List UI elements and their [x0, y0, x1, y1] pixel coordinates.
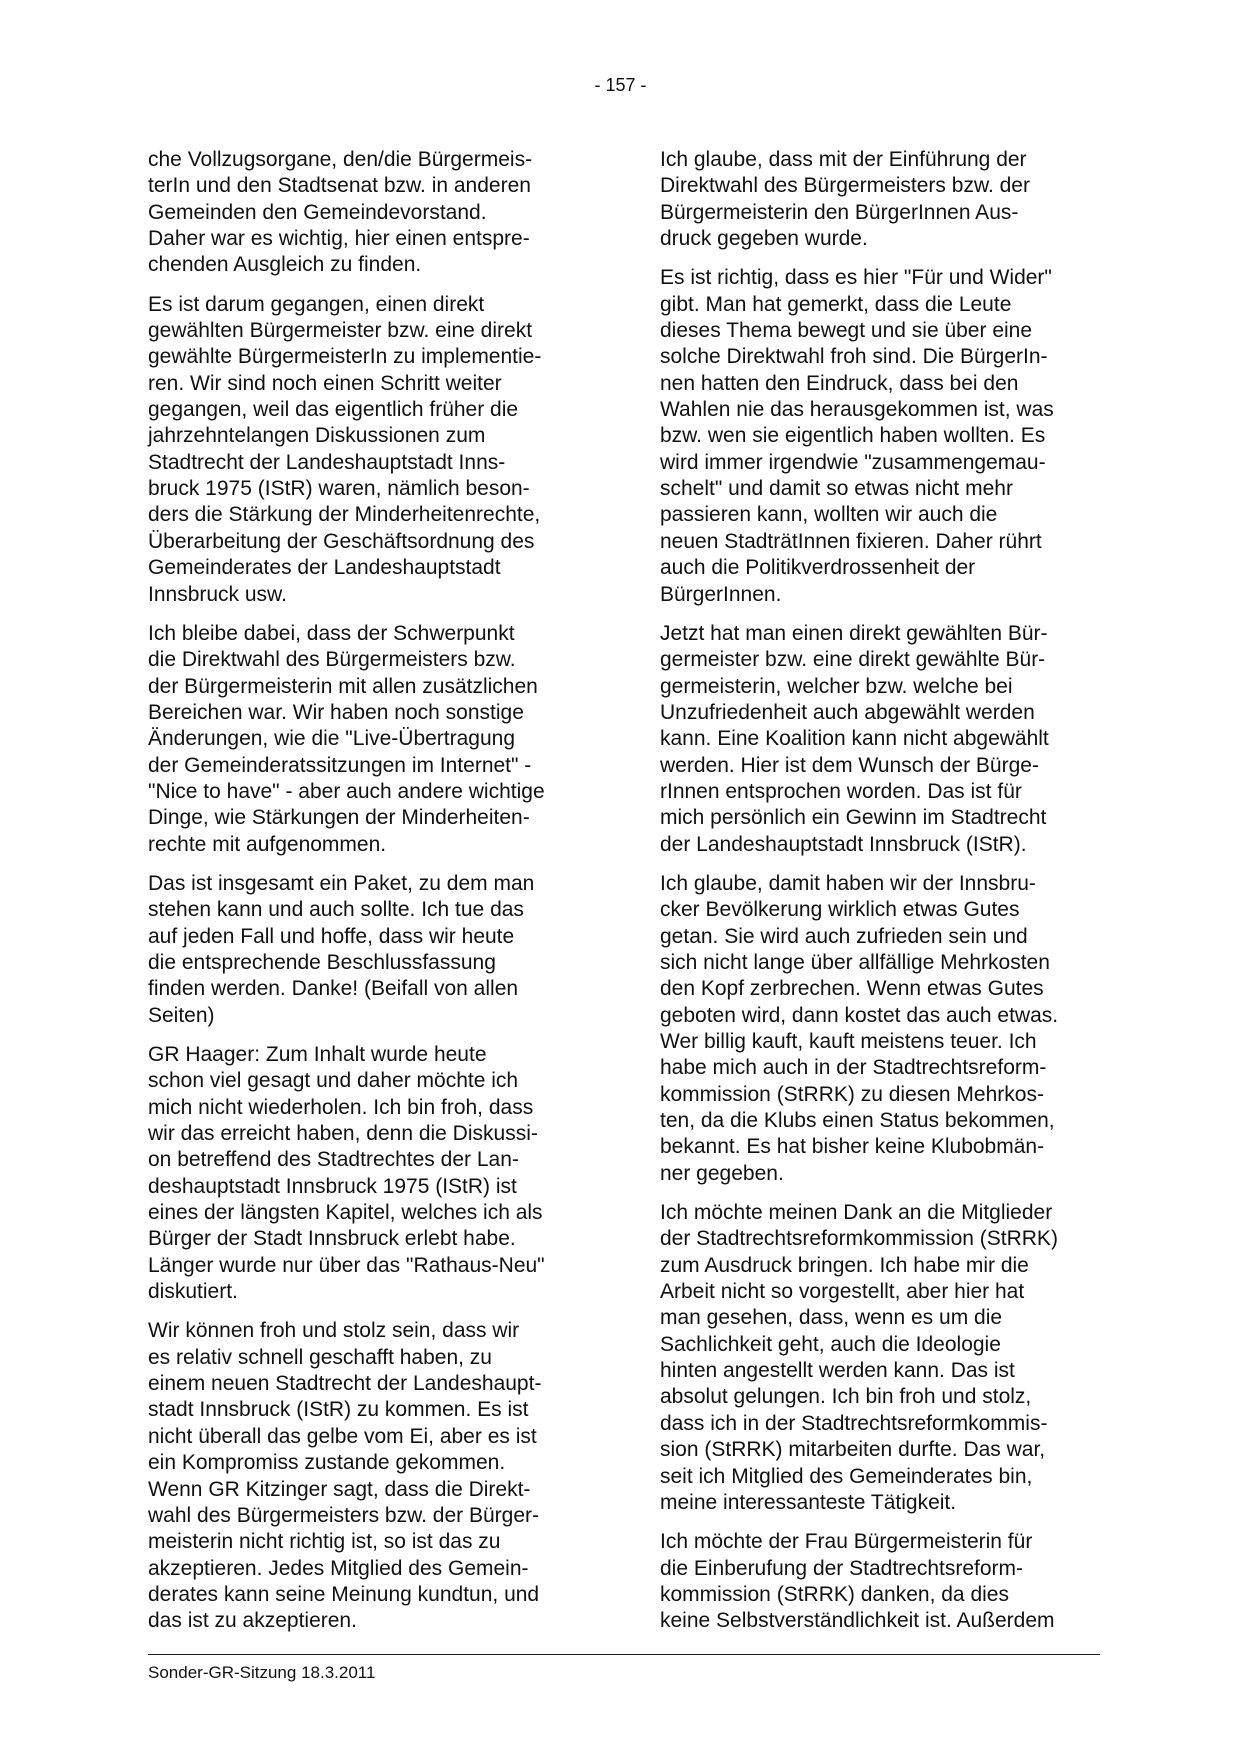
left-column — [148, 147, 588, 1648]
footer-divider — [148, 1654, 1100, 1655]
page-number: - 157 - — [594, 75, 647, 95]
paragraph: Ich glaube, damit haben wir der Innsbru- cker Bevölkerung wirklich etwas Gutes getan. Sie wird auch zufrieden sein und sich nicht lange über allfällige Mehrkosten den Kopf zerbrechen. Wenn etwas Gutes geboten wird, dann kostet das auch etwas. Wer billig kauft, kauft meistens teuer. Ich habe mich auch in der Stadtrechtsreform- kommission (StRRK) zu diesen Mehrkos- ten, da die Klubs einen Status bekommen, bekannt. Es hat bisher keine Klubobmän- ner gegeben. — [660, 871, 1059, 1185]
paragraph: GR Haager: Zum Inhalt wurde heute schon viel gesagt und daher möchte ich mich nicht wiederholen. Ich bin froh, dass wir das erreicht haben, denn die Diskussi- on betreffend des Stadtrechtes der Lan- deshauptstadt Innsbruck 1975 (IStR) ist eines der längsten Kapitel, welches ich als Bürger der Stadt Innsbruck erlebt habe. Länger wurde nur über das "Rathaus-Neu" diskutiert. — [148, 1043, 545, 1304]
footer-text: Sonder-GR-Sitzung 18.3.2011 — [148, 1663, 376, 1682]
paragraph: Das ist insgesamt ein Paket, zu dem man stehen kann und auch sollte. Ich tue das auf jeden Fall und hoffe, dass wir heute die entsprechende Beschlussfassung finden werden. Danke! (Beifall von allen Seiten) — [148, 871, 535, 1027]
paragraph: Es ist richtig, dass es hier "Für und Wider" gibt. Man hat gemerkt, dass die Leute dieses Thema bewegt und sie über eine solche Direktwahl froh sind. Die BürgerIn- nen hatten den Eindruck, dass bei den Wahlen nie das herausgekommen ist, was bzw. wen sie eigentlich haben wollten. Es wird immer irgendwie "zusammengemau- schelt" und damit so etwas nicht mehr passieren kann, wollten wir auch die neuen StadträtInnen fixieren. Daher rührt auch die Politikverdrossenheit der BürgerInnen. — [660, 266, 1054, 606]
paragraph: Ich bleibe dabei, dass der Schwerpunkt die Direktwahl des Bürgermeisters bzw. der Bürgermeisterin mit allen zusätzlichen Bereichen war. Wir haben noch sonstige Änderungen, wie die "Live-Übertragung der Gemeinderatssitzungen im Internet" - "Nice to have" - aber auch andere wichtige Dinge, wie Stärkungen der Minderheiten- rechte mit aufgenommen. — [148, 621, 545, 856]
paragraph: Ich möchte der Frau Bürgermeisterin für die Einberufung der Stadtrechtsreform- kommission (StRRK) danken, da dies keine Selbstverständlichkeit ist. Außerdem — [660, 1530, 1055, 1633]
paragraph: che Vollzugsorgane, den/die Bürgermeis- terIn und den Stadtsenat bzw. in anderen Gemeinden den Gemeindevorstand. Daher war es wichtig, hier einen entspre- chenden Ausgleich zu finden. — [148, 148, 533, 277]
paragraph: Es ist darum gegangen, einen direkt gewählten Bürgermeister bzw. eine direkt gewählte BürgermeisterIn zu implementie- ren. Wir sind noch einen Schritt weiter gegangen, weil das eigentlich früher die jahrzehntelangen Diskussionen zum Stadtrecht der Landeshauptstadt Inns- bruck 1975 (IStR) waren, nämlich beson- ders die Stärkung der Minderheitenrechte, Überarbeitung der Geschäftsordnung des Gemeinderates der Landeshauptstadt Innsbruck usw. — [148, 292, 542, 606]
paragraph: Ich glaube, dass mit der Einführung der Direktwahl des Bürgermeisters bzw. der Bürgermeisterin den BürgerInnen Aus- druck gegeben wurde. — [660, 148, 1030, 251]
paragraph: Wir können froh und stolz sein, dass wir es relativ schnell geschafft haben, zu einem neuen Stadtrecht der Landeshaupt- stadt Innsbruck (IStR) zu kommen. Es ist nicht überall das gelbe vom Ei, aber es ist ein Kompromiss zustande gekommen. Wenn GR Kitzinger sagt, dass die Direkt- wahl des Bürgermeisters bzw. der Bürger- meisterin nicht richtig ist, so ist das zu akzeptieren. Jedes Mitglied des Gemein- derates kann seine Meinung kundtun, und das ist zu akzeptieren. — [148, 1319, 542, 1633]
paragraph: Ich möchte meinen Dank an die Mitglieder der Stadtrechtsreformkommission (StRRK) zum Ausdruck bringen. Ich habe mir die Arbeit nicht so vorgestellt, aber hier hat man gesehen, dass, wenn es um die Sachlichkeit geht, auch die Ideologie hinten angestellt werden kann. Das ist absolut gelungen. Ich bin froh und stolz, dass ich in der Stadtrechtsreformkommis- sion (StRRK) mitarbeiten durfte. Das war, seit ich Mitglied des Gemeinderates bin, meine interessanteste Tätigkeit. — [660, 1201, 1058, 1514]
right-column — [660, 147, 1100, 1648]
paragraph: Jetzt hat man einen direkt gewählten Bür- germeister bzw. eine direkt gewählte Bür- germeisterin, welcher bzw. welche bei Unzufriedenheit auch abgewählt werden kann. Eine Koalition kann nicht abgewählt werden. Hier ist dem Wunsch der Bürge- rInnen entsprochen worden. Das ist für mich persönlich ein Gewinn im Stadtrecht der Landeshauptstadt Innsbruck (IStR). — [660, 621, 1049, 856]
